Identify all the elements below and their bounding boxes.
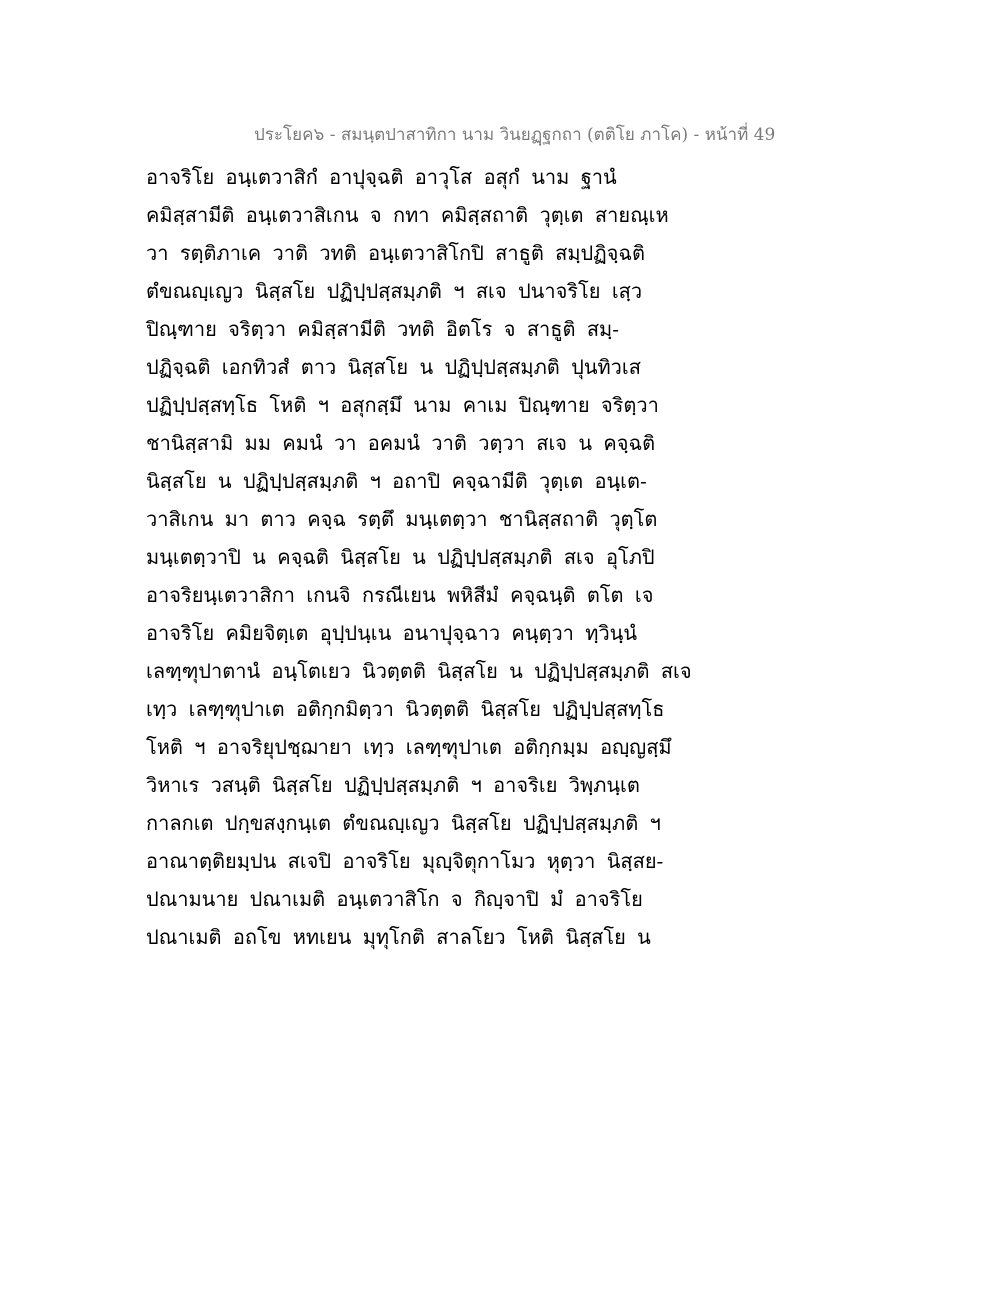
text-line: ปฏิปฺปสฺสทฺโธ โหติ ฯ อสุกสฺมึ นาม คาเม ปิณฺฑาย จริตฺวา xyxy=(146,393,659,417)
text-line: ตํขณญฺเญว นิสฺสโย ปฏิปฺปสฺสมฺภติ ฯ สเจ ปนาจริโย เสฺว xyxy=(146,279,643,303)
text-line: ปฏิจฺฉติ เอกทิวสํ ตาว นิสฺสโย น ปฏิปฺปสฺสมฺภติ ปุนทิวเส xyxy=(146,355,641,379)
text-line: มนฺเตตฺวาปิ น คจฺฉติ นิสฺสโย น ปฏิปฺปสฺสมฺภติ สเจ อุโภปิ xyxy=(146,545,655,569)
text-line: นิสฺสโย น ปฏิปฺปสฺสมฺภติ ฯ อถาปิ คจฺฉามีติ วุตฺเต อนฺเต- xyxy=(146,469,647,493)
text-line: เลฑฺฑุปาตานํ อนฺโตเยว นิวตฺตติ นิสฺสโย น ปฏิปฺปสฺสมฺภติ สเจ xyxy=(146,659,692,683)
body-text xyxy=(146,158,706,956)
text-line: อาณาตฺติยมฺปน สเจปิ อาจริโย มุญฺจิตุกาโมว หุตฺวา นิสฺสย- xyxy=(146,849,664,873)
text-line: ปณามนาย ปณาเมติ อนฺเตวาสิโก จ กิญฺจาปิ มํ อาจริโย xyxy=(146,887,643,911)
text-line: อาจริยนฺเตวาสิกา เกนจิ กรณีเยน พหิสีมํ คจฺฉนฺติ ตโต เจ xyxy=(146,583,654,607)
text-line: เทฺว เลฑฺฑุปาเต อติกฺกมิตฺวา นิวตฺตติ นิสฺสโย ปฏิปฺปสฺสทฺโธ xyxy=(146,697,665,721)
text-line: คมิสฺสามีติ อนฺเตวาสิเกน จ กทา คมิสฺสถาติ วุตฺเต สายณฺเห xyxy=(146,203,669,227)
text-line: โหติ ฯ อาจริยุปชฺฌายา เทฺว เลฑฺฑุปาเต อติกฺกมฺม อญฺญสฺมึ xyxy=(146,735,672,759)
text-line: วาสิเกน มา ตาว คจฺฉ รตฺตึ มนฺเตตฺวา ชานิสฺสถาติ วุตฺโต xyxy=(146,507,658,531)
text-line: ชานิสฺสามิ มม คมนํ วา อคมนํ วาติ วตฺวา สเจ น คจฺฉติ xyxy=(146,431,656,455)
text-line: วิหาเร วสนฺติ นิสฺสโย ปฏิปฺปสฺสมฺภติ ฯ อาจริเย วิพฺภนฺเต xyxy=(146,773,640,797)
text-line: ปณาเมติ อถโข หทเยน มุทุโกติ สาลโยว โหติ นิสฺสโย น xyxy=(146,925,651,949)
text-line: อาจริโย อนฺเตวาสิกํ อาปุจฺฉติ อาวุโส อสุกํ นาม ฐานํ xyxy=(146,165,617,189)
text-line: อาจริโย คมิยจิตฺเต อุปฺปนฺเน อนาปุจฺฉาว คนฺตฺวา ทฺวินฺนํ xyxy=(146,621,638,645)
text-line: วา รตฺติภาเค วาติ วทติ อนฺเตวาสิโกปิ สาธูติ สมฺปฏิจฺฉติ xyxy=(146,241,646,265)
text-line: กาลกเต ปกฺขสงฺกนฺเต ตํขณญฺเญว นิสฺสโย ปฏิปฺปสฺสมฺภติ ฯ xyxy=(146,811,661,835)
text-line: ปิณฺฑาย จริตฺวา คมิสฺสามีติ วทติ อิตโร จ สาธูติ สมฺ- xyxy=(146,317,619,341)
running-header: ประโยค๖ - สมนฺตปาสาทิกา นาม วินยฏฺฐกถา (ตติโย ภาโค) - หน้าที่ 49 xyxy=(254,125,776,145)
